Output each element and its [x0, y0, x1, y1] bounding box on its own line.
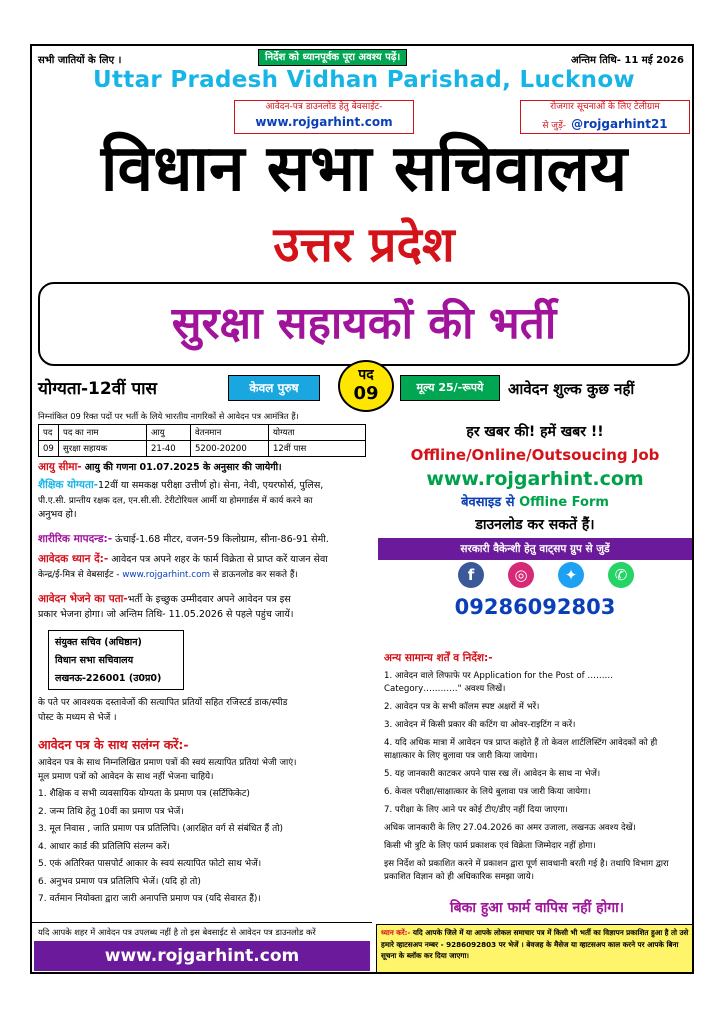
education-label: शैक्षिक योग्यता- — [38, 479, 99, 491]
post-address-text — [38, 696, 374, 725]
post-address-line2: पोस्ट के मध्यम से भेजें । — [38, 712, 117, 723]
footer-attention-text: यदि आपके जिले में या आपके लोकल समाचार पत्र में किसी भी भर्ती का विज्ञापन प्रकाशित हुआ है तो उसे हमारे व्हाटसअप नम्बर - 9286092803 पर भेजें । बेवजह के मैसेज या व्हाटसअप काल करने पर आपके बिना सूचना के ब्लॉक कर दिया जाएगा। — [381, 928, 689, 960]
download-site-link[interactable]: www.rojgarhint.com — [255, 115, 393, 129]
list-item: किसी भी त्रुटि के लिए फार्म प्रकाशक एवं विक्रेता जिम्मेदार नहीं होगा। — [384, 841, 596, 851]
list-item: 6. केवल परीक्षा/साक्षात्कार के लिये बुलावा पत्र जारी किया जायेगा। — [384, 787, 591, 797]
price-badge: मूल्य 25/-रूपये — [400, 375, 500, 401]
footer-left — [32, 922, 372, 974]
title-state: उत्तर प्रदेश — [273, 217, 455, 273]
list-item: 5. एकं अतिरिक्त पासपोर्ट आकार के स्वयं सत्यापित फोटो साथ भेजें। — [38, 859, 262, 869]
intro-text: निम्नांकित 09 रिक्त पदों पर भर्ती के लिये भारतीय नागरिकों से आवेदन पत्र आमंत्रित हैं। — [38, 411, 299, 421]
td-post-name: सुरक्षा सहायक — [59, 441, 147, 457]
send-section — [38, 592, 374, 622]
age-text: आयु की गणना 01.07.2025 के अनुसार की जायेगी। — [84, 462, 282, 473]
terms-heading: अन्य सामान्य शर्तें व निर्देश:- — [384, 652, 493, 664]
attach-list — [38, 786, 368, 909]
education-line2: पी.ए.सी. प्रान्तीय रक्षक दल, एन.सी.सी. टेरीटोरियल आर्मी या होमगार्डस में कार्य करने का — [38, 495, 313, 506]
address-line1: संयुक्त सचिव (अधिष्ठान) — [55, 637, 142, 648]
physical-text: ऊंचाई-1.68 मीटर, वजन-59 किलोग्राम, सीना-86-91 सेमी. — [115, 534, 329, 545]
th-post-name: पद का नाम — [59, 425, 147, 441]
address-line2: विधान सभा सचिवालय — [55, 655, 134, 666]
last-date: अन्तिम तिथि- 11 मई 2026 — [571, 55, 684, 66]
qualification-badge: योग्यता-12वीं पास — [38, 379, 158, 399]
attention-site-link[interactable]: www.rojgarhint.com — [122, 569, 211, 580]
promo-phone: 09286092803 — [454, 595, 616, 619]
th-post: पद — [39, 425, 59, 441]
footer-left-text: यदि आपके शहर में आवेदन पत्र उपलब्ध नहीं है तो इस बेवसाईट से आवेदन पत्र डाउनलोड करें — [38, 927, 316, 937]
table-row — [39, 441, 366, 457]
attach-heading: आवेदन पत्र के साथ सलंग्न करें:- — [38, 737, 189, 752]
instruction-note: निर्देश को ध्यानपूर्वक पूरा अवश्य पढ़ें। — [258, 49, 407, 66]
title-main: विधान सभा सचिवालय — [100, 132, 628, 206]
th-qualification: योग्यता — [269, 425, 366, 441]
list-item: 1. शैक्षिक व सभी व्यवसायिक योग्यता के प्रमाण पत्र (सर्टिफिकेट) — [38, 789, 250, 799]
attach-intro1: आवेदन पत्र के साथ निम्नलिखित प्रमाण पत्रों की स्वयं सत्यापित प्रतियां भेजी जाएं। — [38, 758, 297, 768]
address-line3: लखनऊ-226001 (उ0प्र0) — [55, 673, 162, 684]
footer-attention-label: ध्यान करें:- — [381, 928, 411, 937]
promo-site-link[interactable]: www.rojgarhint.com — [426, 468, 644, 490]
list-item: 7. परीक्षा के लिए आने पर कोई टीए/डीए नहीं दिया जाएगा। — [384, 805, 568, 815]
promo-box — [378, 416, 692, 648]
list-item: 2. जन्म तिथि हेतु 10वीं का प्रमाण पत्र भेजें। — [38, 806, 184, 817]
attention-section — [38, 552, 374, 582]
promo-line3a: बेवसाइड से — [461, 495, 515, 510]
facebook-icon[interactable]: f — [458, 562, 484, 588]
age-label: आयु सीमा- — [38, 461, 82, 473]
posts-label: पद — [358, 367, 374, 383]
send-label: आवेदन भेजने का पता- — [38, 593, 128, 605]
education-line1: 12वीं या समकक्ष परीक्षा उत्तीर्ण हो। सेना, नेवी, एयरफोर्स, पुलिस, — [98, 480, 324, 491]
list-item: 4. यदि अधिक मात्रा में आवेदन पत्र प्राप्त कहोते हैं तो केवल शार्टलिस्टिंग आवेदकों को ही साक्षात्कार के लिए बुलावा पत्र जारी किया जायेगा। — [384, 738, 658, 761]
post-title-box — [38, 282, 690, 366]
all-castes-note: सभी जातियों के लिए । — [38, 55, 122, 66]
physical-label: शारीरिक मापदन्ड:- — [38, 533, 113, 545]
instagram-icon[interactable]: ◎ — [508, 562, 534, 588]
notice-page — [30, 44, 694, 974]
table-header-row — [39, 425, 366, 441]
no-return-note: बिका हुआ फार्म वापिस नहीं होगा। — [449, 900, 625, 916]
age-section — [38, 460, 374, 476]
org-english-title: Uttar Pradesh Vidhan Parishad, Lucknow — [93, 67, 635, 93]
list-item: अधिक जानकारी के लिए 27.04.2026 का अमर उजाला, लखनऊ अवश्य देखें। — [384, 823, 636, 833]
list-item: 7. वर्तमान नियोक्ता द्वारा जारी अनापत्ति प्रमाण पत्र (यदि सेवारत हैं)। — [38, 894, 261, 904]
list-item: 6. अनुभव प्रमाण पत्र प्रतिलिपि भेजें। (यदि हो तो) — [38, 876, 201, 887]
td-age: 21-40 — [147, 441, 191, 457]
address-box — [48, 630, 184, 690]
posts-count-badge — [338, 360, 394, 412]
attach-intro — [38, 756, 374, 784]
whatsapp-icon[interactable]: ✆ — [608, 562, 634, 588]
title-post: सुरक्षा सहायकों की भर्ती — [171, 298, 557, 349]
physical-section — [38, 532, 374, 548]
promo-line1: हर खबर की! हमें खबर !! — [466, 424, 604, 440]
posts-table — [38, 424, 366, 457]
send-line2: प्रकार भेजना होगा। जो अन्तिम तिथि- 11.05.2026 से पहले पहुंच जायें। — [38, 608, 294, 620]
th-age: आयु — [147, 425, 191, 441]
attach-intro2: मूल प्रमाण पत्रों को आवेदन के साथ नहीं भेजना चाहिये। — [38, 772, 214, 782]
list-item: 2. आवेदन पत्र के सभी कॉलम स्पष्ट अक्षरों में भरें। — [384, 702, 540, 712]
footer-site-link[interactable]: www.rojgarhint.com — [34, 941, 370, 971]
list-item: 3. आवेदन में किसी प्रकार की कटिंग या ओवर-राइटिंग न करें। — [384, 720, 576, 730]
telegram-label: रोजगार सूचनाओं के लिए टेलीग्राम — [550, 102, 660, 112]
download-label: आवेदन-पत्र डाउनलोड हेतु बेवसाईट- — [265, 102, 383, 112]
promo-line3b: Offline Form — [519, 495, 609, 510]
list-item: 3. मूल निवास , जाति प्रमाण पत्र प्रतिलिपि। (आरक्षित वर्ग से संबंधित हैं तो) — [38, 824, 284, 834]
education-line3: अनुभव हो। — [38, 509, 77, 520]
list-item: 5. यह जानकारी काटकर अपने पास रख लें। आवेदन के साथ ना भेजें। — [384, 769, 601, 779]
gender-badge: केवल पुरुष — [228, 375, 320, 401]
attention-line2a: केन्द्र/ई-मित्र से वेबसाईट - — [38, 569, 120, 580]
terms-list — [384, 670, 690, 889]
footer-attention-box — [376, 924, 694, 974]
td-qualification: 12वीं पास — [269, 441, 366, 457]
th-pay: वेतनमान — [191, 425, 269, 441]
posts-count: 09 — [353, 383, 379, 404]
promo-line2: Offline/Online/Outsoucing Job — [410, 446, 660, 464]
promo-line4: डाउनलोड कर सकतें हैं। — [475, 517, 595, 533]
list-item: 4. आधार कार्ड की प्रतिलिपि संलग्न करें। — [38, 841, 170, 852]
attention-line2b: से डाऊनलोड कर सकते हैं। — [212, 569, 298, 580]
post-address-line1: के पते पर आवश्यक दस्तावेजों की सत्यापित प्रतियों सहित रजिस्टर्ड डाक/स्पीड — [38, 698, 288, 708]
telegram-join: से जुड़ें- — [542, 121, 567, 131]
twitter-icon[interactable]: ✦ — [558, 562, 584, 588]
list-item: इस निर्देश को प्रकाशित करने में प्रकाशन द्वारा पूर्ण सावधानी बरती गई है। तथापि विभाग द्वारा प्रकाशित विज्ञान को ही अधिकारिक समझा जाये। — [384, 859, 669, 882]
td-pay: 5200-20200 — [191, 441, 269, 457]
attention-line1: आवेदन पत्र अपने शहर के फार्म विक्रेता से प्राप्त करें याजन सेवा — [111, 554, 328, 565]
send-line1: भर्ती के इच्छुक उम्मीदवार अपने आवेदन पत्र इस — [127, 594, 291, 605]
td-post: 09 — [39, 441, 59, 457]
attention-label: आवेदक ध्यान दें:- — [38, 553, 109, 565]
whatsapp-bar: सरकारी वैकेन्शी हेतु वाट्सप ग्रुप से जुडें — [378, 538, 692, 560]
education-section — [38, 478, 374, 523]
telegram-handle-link[interactable]: @rojgarhint21 — [571, 117, 668, 131]
list-item: 1. आवेदन वाले लिफाफे पर Application for the Post of ……… Category…………" अवश्य लिखें। — [384, 671, 614, 694]
fee-badge: आवेदन शुल्क कुछ नहीं — [508, 380, 635, 398]
